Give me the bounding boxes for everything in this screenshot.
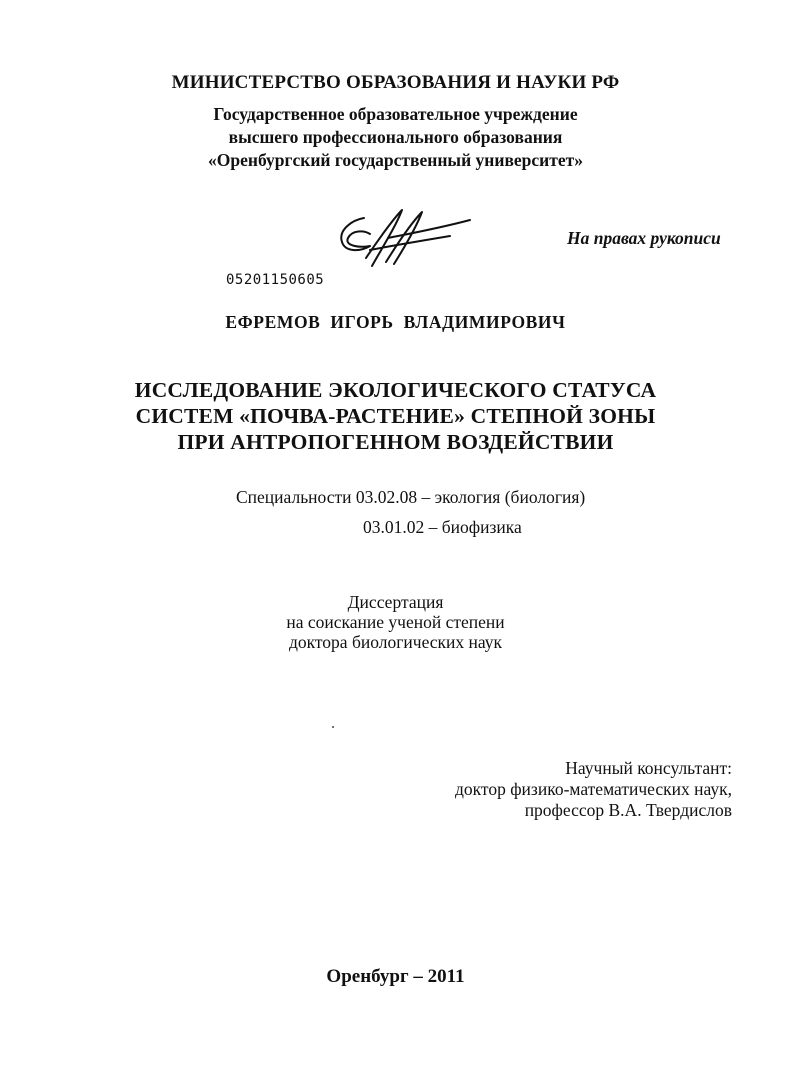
signature-stroke-1 [341,218,370,250]
title-line-1: ИССЛЕДОВАНИЕ ЭКОЛОГИЧЕСКОГО СТАТУСА [134,378,657,402]
specialty-line-1: Специальности 03.02.08 – экология (биология) [236,487,586,507]
author-name: ЕФРЕМОВ ИГОРЬ ВЛАДИМИРОВИЧ [225,312,566,332]
manuscript-rights-note: На правах рукописи [567,228,721,248]
title-line-2: СИСТЕМ «ПОЧВА-РАСТЕНИЕ» СТЕПНОЙ ЗОНЫ [135,404,656,428]
ministry-heading: МИНИСТЕРСТВО ОБРАЗОВАНИЯ И НАУКИ РФ [171,72,620,93]
handwritten-signature [330,200,480,280]
document-code: 05201150605 [226,272,325,288]
title-line-3: ПРИ АНТРОПОГЕННОМ ВОЗДЕЙСТВИИ [177,430,614,454]
advisor-line-1: Научный консультант: [565,758,732,778]
city-year-footer: Оренбург – 2011 [326,966,465,987]
dissertation-line-2: на соискание ученой степени [286,612,505,632]
scan-speck [332,726,334,728]
advisor-line-3: профессор В.А. Твердислов [524,800,732,820]
institution-line-3: «Оренбургский государственный университет» [208,150,583,170]
signature-stroke-4 [388,220,470,238]
institution-line-2: высшего профессионального образования [228,127,563,147]
specialty-line-2: 03.01.02 – биофизика [363,517,522,537]
institution-line-1: Государственное образовательное учреждение [213,104,578,124]
signature-stroke-2 [366,210,402,266]
dissertation-line-1: Диссертация [347,592,444,612]
dissertation-line-3: доктора биологических наук [288,632,503,652]
advisor-line-2: доктор физико-математических наук, [455,779,732,799]
